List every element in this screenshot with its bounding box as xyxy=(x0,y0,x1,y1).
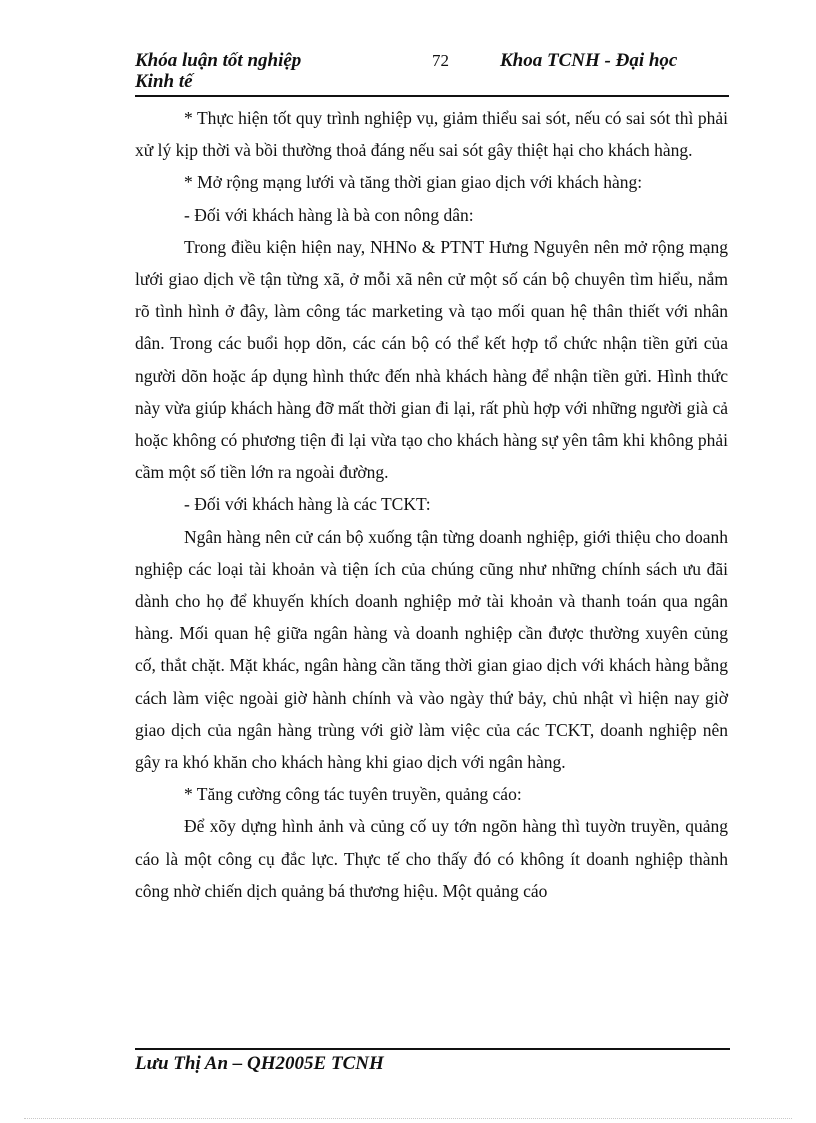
page-header xyxy=(135,50,729,96)
page-edge-dotted-line xyxy=(24,1118,792,1119)
header-thesis-line2: Kinh tế xyxy=(135,71,193,92)
paragraph: Ngân hàng nên cử cán bộ xuống tận từng doanh nghiệp, giới thiệu cho doanh nghiệp các loại tài khoản và tiện ích của chúng cũng như những chính sách ưu đãi dành cho họ để khuyến khích doanh nghiệp mở tài khoản và thanh toán qua ngân hàng. Mối quan hệ giữa ngân hàng và doanh nghiệp cần được thường xuyên củng cố, thắt chặt. Mặt khác, ngân hàng cần tăng thời gian giao dịch với khách hàng bằng cách làm việc ngoài giờ hành chính và vào ngày thứ bảy, chủ nhật vì hiện nay giờ giao dịch của ngân hàng trùng với giờ làm việc của các TCKT, doanh nghiệp nên gây ra khó khăn cho khách hàng khi giao dịch với ngân hàng. xyxy=(135,526,728,773)
footer-author: Lưu Thị An – QH2005E TCNH xyxy=(135,1053,384,1074)
paragraph: * Tăng cường công tác tuyên truyền, quảng cáo: xyxy=(184,784,522,805)
footer-divider xyxy=(135,1048,730,1050)
paragraph: * Thực hiện tốt quy trình nghiệp vụ, giảm thiểu sai sót, nếu có sai sót thì phải xử lý kịp thời và bồi thường thoả đáng nếu sai sót gây thiệt hại cho khách hàng. xyxy=(135,108,728,161)
document-body xyxy=(135,102,728,907)
paragraph: - Đối với khách hàng là bà con nông dân: xyxy=(184,204,474,225)
header-faculty: Khoa TCNH - Đại học xyxy=(500,50,678,71)
paragraph: - Đối với khách hàng là các TCKT: xyxy=(184,494,431,515)
paragraph: Trong điều kiện hiện nay, NHNo & PTNT Hưng Nguyên nên mở rộng mạng lưới giao dịch về tận từng xã, ở mỗi xã nên cử một số cán bộ chuyên tìm hiểu, nắm rõ tình hình ở đây, làm công tác marketing và tạo mối quan hệ thân thiết với nhân dân. Trong các buổi họp dõn, các cán bộ có thể kết hợp tổ chức nhận tiền gửi của người dõn hoặc áp dụng hình thức đến nhà khách hàng để nhận tiền gửi. Hình thức này vừa giúp khách hàng đỡ mất thời gian đi lại, rất phù hợp với những người già cả hoặc không có phương tiện đi lại vừa tạo cho khách hàng sự yên tâm khi không phải cầm một số tiền lớn ra ngoài đường. xyxy=(135,236,728,483)
paragraph: * Mở rộng mạng lưới và tăng thời gian giao dịch với khách hàng: xyxy=(184,172,643,193)
header-thesis-title xyxy=(135,50,301,92)
paragraph: Để xõy dựng hình ảnh và củng cố uy tớn ngõn hàng thì tuyờn truyền, quảng cáo là một công cụ đắc lực. Thực tế cho thấy đó có không ít doanh nghiệp thành công nhờ chiến dịch quảng bá thương hiệu. Một quảng cáo xyxy=(135,816,728,901)
header-thesis-line1: Khóa luận tốt nghiệp xyxy=(135,50,302,71)
page-number: 72 xyxy=(432,51,449,70)
header-divider xyxy=(135,95,729,97)
